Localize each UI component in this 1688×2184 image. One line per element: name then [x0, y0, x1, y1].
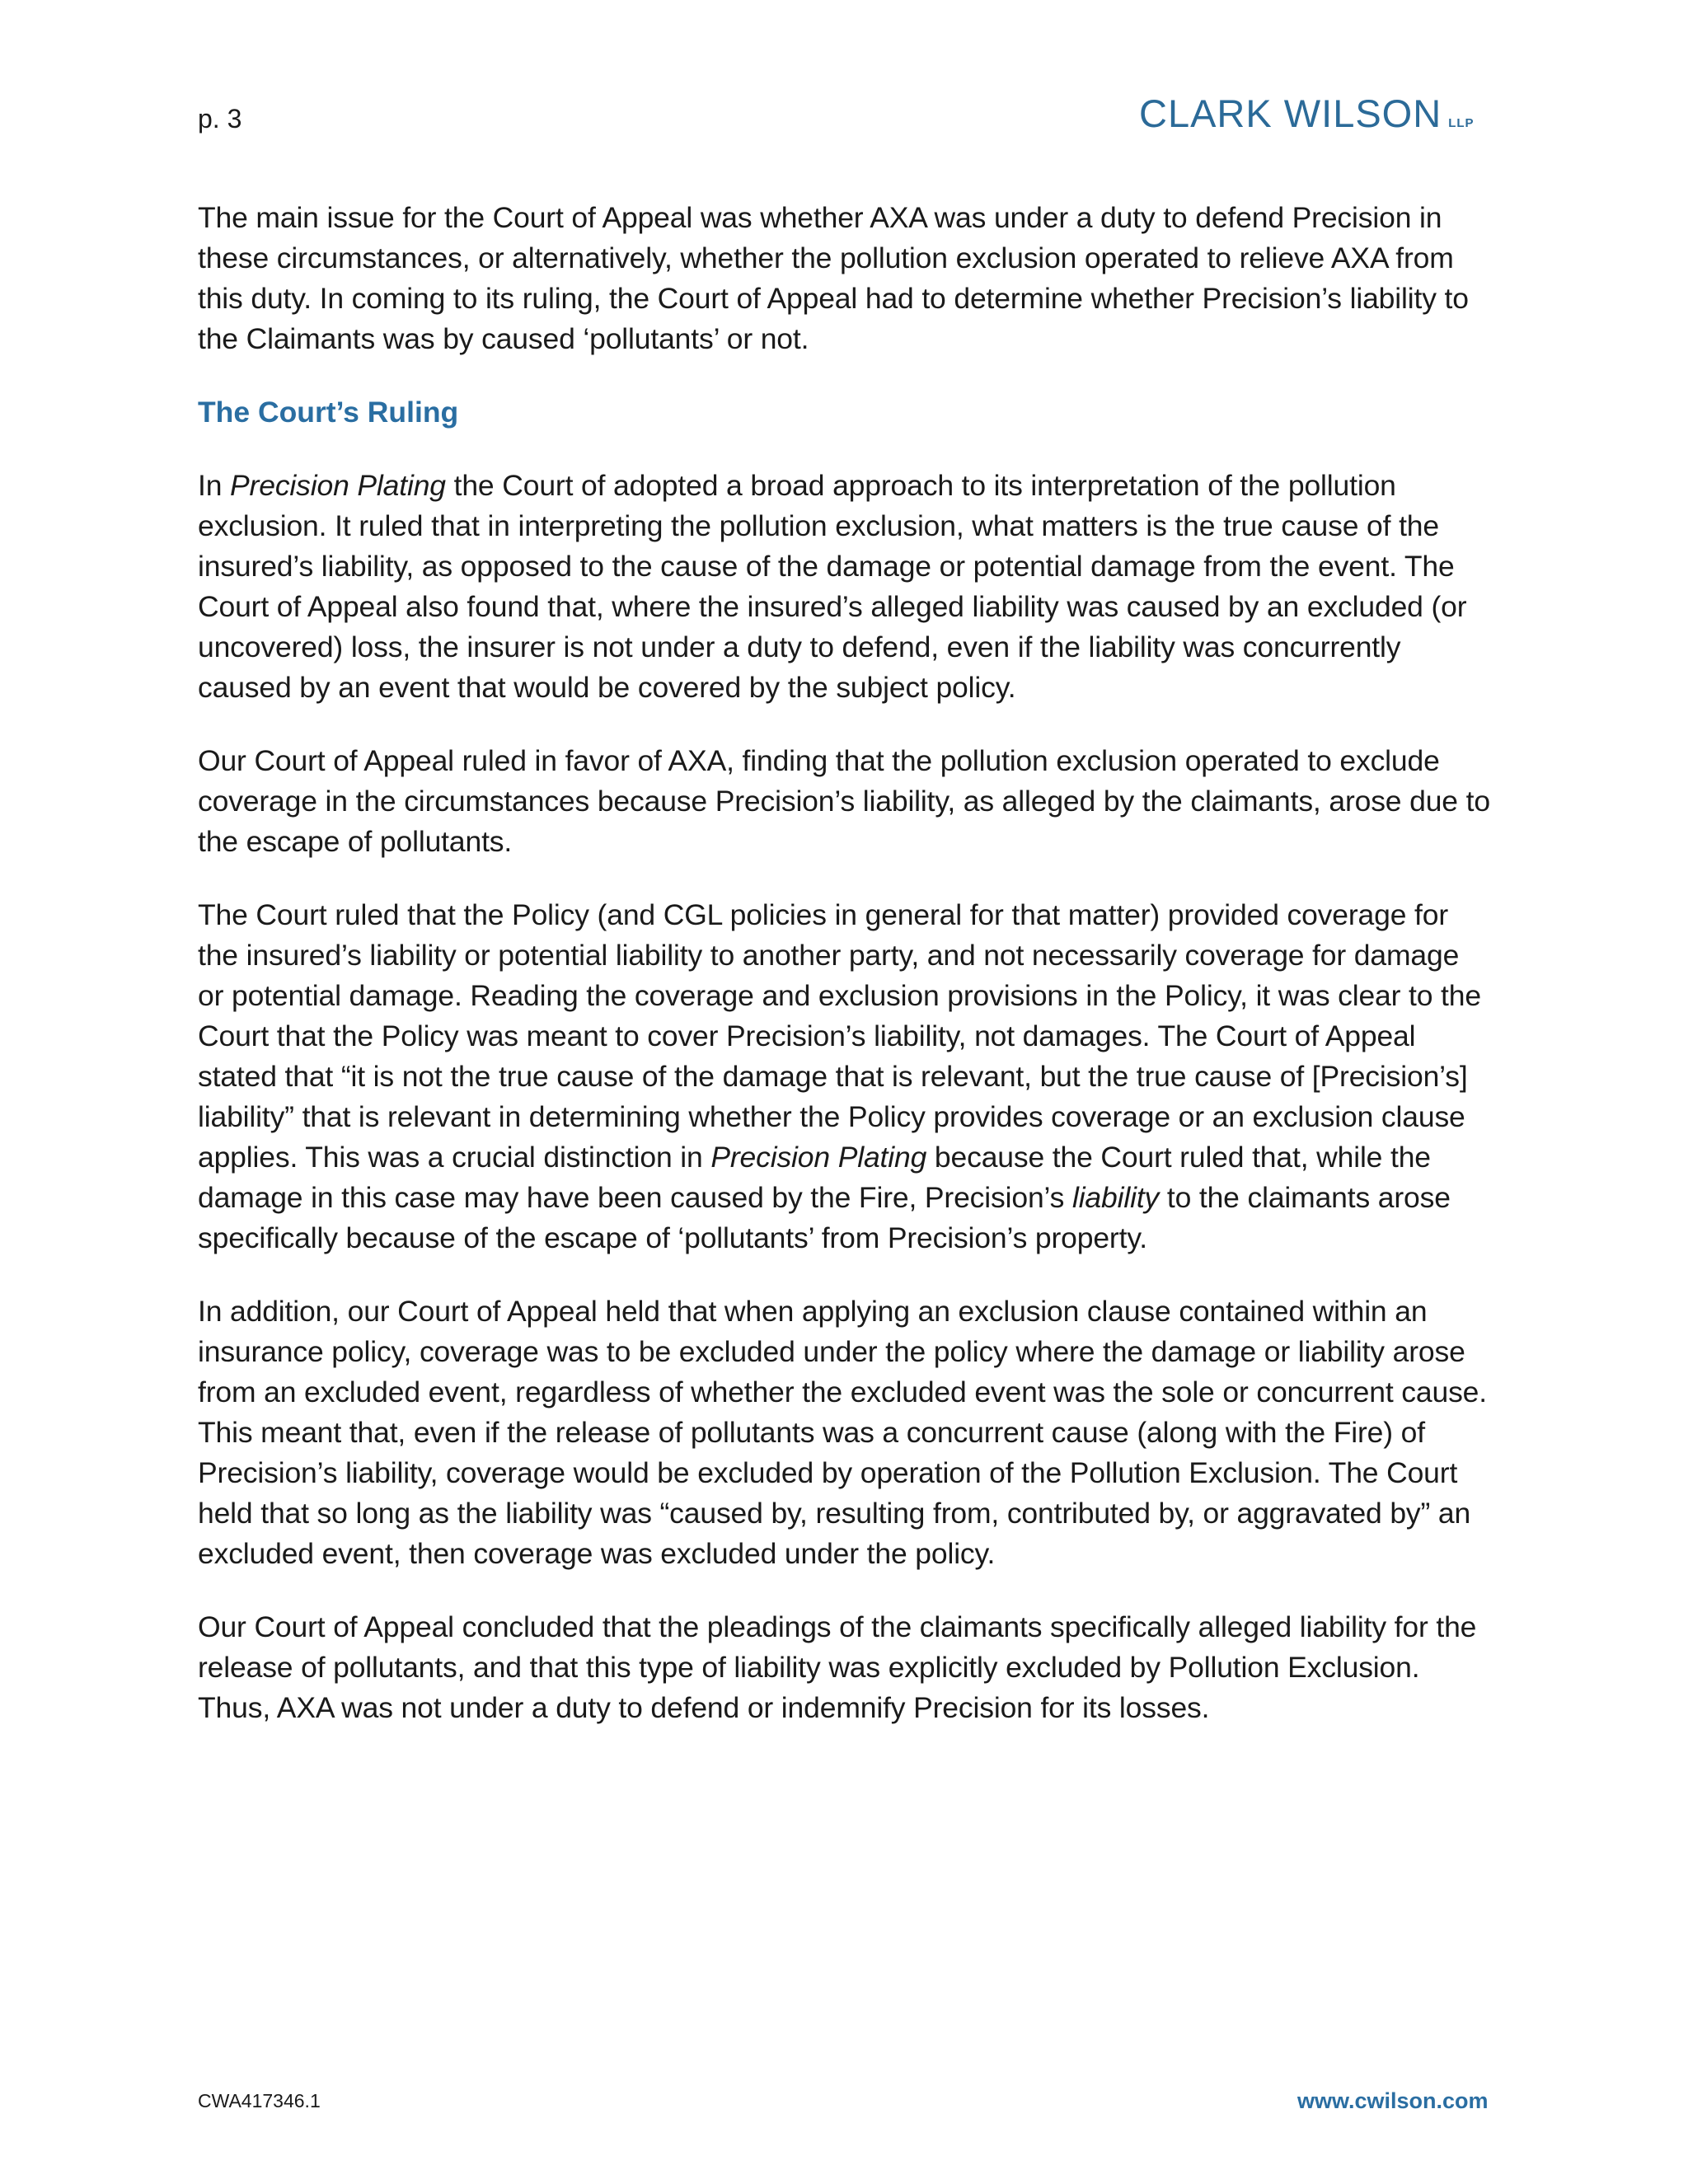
section-heading: The Court’s Ruling — [198, 396, 459, 429]
paragraph-text: In addition, our Court of Appeal held that when applying an exclusion clause contained within an insurance policy, coverage was to be excluded under the policy where the damage or liability arose from an excluded event, regardless of whether the excluded event was the sole or concurrent cause. This meant that, even if the release of pollutants was a concurrent cause (along with the Fire) of Precision’s liability, coverage would be excluded by operation of the Pollution Exclusion. The Court held that so long as the liability was “caused by, resulting from, contributed by, or aggravated by” an excluded event, then coverage was excluded under the policy. — [198, 1295, 1487, 1570]
emphasis-italic: liability — [1071, 1181, 1160, 1214]
case-name-italic: Precision Plating — [710, 1141, 927, 1174]
page-number: p. 3 — [198, 104, 242, 134]
paragraph-text: because the Court ruled that, while the damage in this case may have been caused by the Fire, Precision’s — [198, 1141, 1431, 1214]
paragraph-text: The Court ruled that the Policy (and CGL policies in general for that matter) provided coverage for the insured’s liability or potential liability to another party, and not necessarily coverage for damage or potential damage. Reading the coverage and exclusion provisions in the Policy, it was clear to the Court that the Policy was meant to cover Precision’s liability, not damages. The Court of Appeal stated that “it is not the true cause of the damage that is relevant, but the true cause of [Precision’s] liability” that is relevant in determining whether the Policy provides coverage or an exclusion clause applies. This was a crucial distinction in — [198, 898, 1481, 1174]
paragraph-text: In — [198, 469, 231, 502]
paragraph-broad-approach — [198, 466, 1492, 708]
paragraph-text: the Court of adopted a broad approach to its interpretation of the pollution exclusion. It ruled that in interpreting the pollution exclusion, what matters is the true cause of the insured’s liability, as opposed to the cause of the damage or potential damage from the event. The Court of Appeal also found that, where the insured’s alleged liability was caused by an excluded (or uncovered) loss, the insurer is not under a duty to defend, even if the liability was concurrently caused by an event that would be covered by the subject policy. — [198, 469, 1467, 704]
paragraph-text: to the claimants arose specifically because of the escape of ‘pollutants’ from Precision’s property. — [198, 1181, 1451, 1254]
firm-logo — [1139, 91, 1475, 136]
logo-suffix: LLP — [1448, 116, 1475, 130]
paragraph-exclusion-clause — [198, 1291, 1492, 1574]
case-name-italic: Precision Plating — [230, 469, 446, 502]
paragraph-text: Our Court of Appeal ruled in favor of AXA, finding that the pollution exclusion operated to exclude coverage in the circumstances because Precision’s liability, as alleged by the claimants, arose due to the escape of pollutants. — [198, 744, 1490, 858]
paragraph-conclusion — [198, 1607, 1492, 1728]
document-body — [198, 198, 1492, 1761]
paragraph-policy-coverage — [198, 895, 1492, 1258]
paragraph-main-issue — [198, 198, 1492, 359]
paragraph-text: The main issue for the Court of Appeal was whether AXA was under a duty to defend Precision in these circumstances, or alternatively, whether the pollution exclusion operated to relieve AXA from this duty. In coming to its ruling, the Court of Appeal had to determine whether Precision’s liability to the Claimants was by caused ‘pollutants’ or not. — [198, 201, 1469, 355]
document-id: CWA417346.1 — [198, 2090, 321, 2111]
paragraph-text: Our Court of Appeal concluded that the pleadings of the claimants specifically alleged liability for the release of pollutants, and that this type of liability was explicitly excluded by Pollution Exclusion. Thus, AXA was not under a duty to defend or indemnify Precision for its losses. — [198, 1610, 1477, 1724]
paragraph-ruling-favor — [198, 741, 1492, 862]
logo-wordmark: CLARK WILSON — [1139, 91, 1442, 135]
website-link[interactable]: www.cwilson.com — [1297, 2088, 1489, 2113]
